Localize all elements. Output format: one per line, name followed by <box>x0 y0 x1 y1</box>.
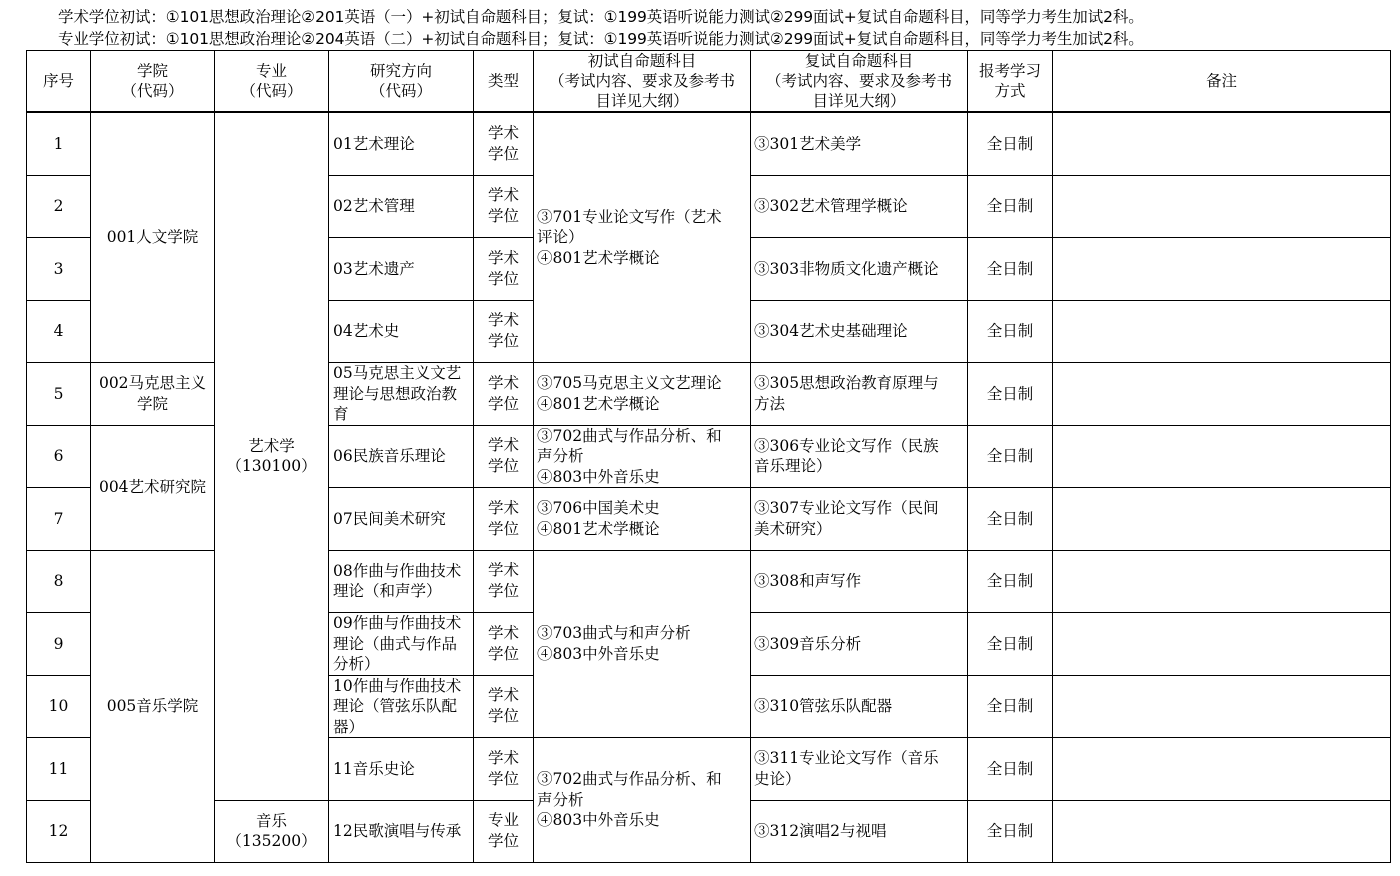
cell-mode: 全日制 <box>968 238 1053 301</box>
cell-seq: 2 <box>27 175 91 238</box>
cell-mode: 全日制 <box>968 300 1053 363</box>
cell-remark <box>1053 550 1391 613</box>
cell-remark <box>1053 363 1391 426</box>
cell-remark <box>1053 488 1391 551</box>
table-row <box>27 113 1391 176</box>
cell-seq: 3 <box>27 238 91 301</box>
cell-school: 002马克思主义 学院 <box>91 363 215 426</box>
cell-seq: 1 <box>27 113 91 176</box>
header-retest: 复试自命题科目 （考试内容、要求及参考书 目详见大纲） <box>751 51 968 112</box>
cell-mode: 全日制 <box>968 113 1053 176</box>
note-professional: 专业学位初试：①101思想政治理论②204英语（二）+初试自命题科目；复试：①199英语听说能力测试②299面试+复试自命题科目，同等学力考生加试2科。 <box>58 30 1144 48</box>
cell-type: 学术 学位 <box>474 113 534 176</box>
cell-mode: 全日制 <box>968 550 1053 613</box>
cell-school: 001人文学院 <box>91 113 215 363</box>
cell-retest-subjects: ③307专业论文写作（民间 美术研究） <box>751 488 968 551</box>
cell-remark <box>1053 675 1391 738</box>
cell-remark <box>1053 800 1391 863</box>
header-direction: 研究方向 （代码） <box>329 51 474 112</box>
cell-retest-subjects: ③309音乐分析 <box>751 613 968 676</box>
cell-mode: 全日制 <box>968 425 1053 488</box>
cell-seq: 7 <box>27 488 91 551</box>
cell-retest-subjects: ③311专业论文写作（音乐 史论） <box>751 738 968 801</box>
cell-remark <box>1053 113 1391 176</box>
enrollment-table <box>26 50 1391 863</box>
header-type: 类型 <box>474 51 534 112</box>
header-initial: 初试自命题科目 （考试内容、要求及参考书 目详见大纲） <box>534 51 751 112</box>
cell-direction: 12民歌演唱与传承 <box>329 800 474 863</box>
cell-type: 学术 学位 <box>474 238 534 301</box>
cell-type: 学术 学位 <box>474 425 534 488</box>
cell-type: 学术 学位 <box>474 675 534 738</box>
cell-type: 学术 学位 <box>474 363 534 426</box>
header-mode: 报考学习 方式 <box>968 51 1053 112</box>
cell-retest-subjects: ③305思想政治教育原理与 方法 <box>751 363 968 426</box>
cell-direction: 05马克思主义文艺 理论与思想政治教 育 <box>329 363 474 426</box>
cell-remark <box>1053 738 1391 801</box>
cell-retest-subjects: ③301艺术美学 <box>751 113 968 176</box>
cell-direction: 10作曲与作曲技术 理论（管弦乐队配 器） <box>329 675 474 738</box>
cell-type: 学术 学位 <box>474 300 534 363</box>
cell-retest-subjects: ③308和声写作 <box>751 550 968 613</box>
cell-remark <box>1053 425 1391 488</box>
cell-retest-subjects: ③310管弦乐队配器 <box>751 675 968 738</box>
header-major: 专业 （代码） <box>215 51 329 112</box>
cell-type: 学术 学位 <box>474 175 534 238</box>
note-academic: 学术学位初试：①101思想政治理论②201英语（一）+初试自命题科目；复试：①199英语听说能力测试②299面试+复试自命题科目，同等学力考生加试2科。 <box>58 8 1144 26</box>
cell-mode: 全日制 <box>968 613 1053 676</box>
cell-retest-subjects: ③303非物质文化遗产概论 <box>751 238 968 301</box>
cell-direction: 11音乐史论 <box>329 738 474 801</box>
cell-mode: 全日制 <box>968 175 1053 238</box>
cell-seq: 11 <box>27 738 91 801</box>
header-remark: 备注 <box>1053 51 1391 112</box>
cell-direction: 04艺术史 <box>329 300 474 363</box>
cell-mode: 全日制 <box>968 800 1053 863</box>
cell-direction: 01艺术理论 <box>329 113 474 176</box>
cell-direction: 08作曲与作曲技术 理论（和声学） <box>329 550 474 613</box>
cell-school: 004艺术研究院 <box>91 425 215 550</box>
cell-remark <box>1053 613 1391 676</box>
cell-retest-subjects: ③306专业论文写作（民族 音乐理论） <box>751 425 968 488</box>
cell-direction: 02艺术管理 <box>329 175 474 238</box>
cell-mode: 全日制 <box>968 363 1053 426</box>
cell-seq: 6 <box>27 425 91 488</box>
cell-mode: 全日制 <box>968 675 1053 738</box>
cell-type: 学术 学位 <box>474 738 534 801</box>
cell-initial-subjects: ③701专业论文写作（艺术 评论） ④801艺术学概论 <box>534 113 751 363</box>
cell-seq: 9 <box>27 613 91 676</box>
cell-type: 学术 学位 <box>474 613 534 676</box>
cell-initial-subjects: ③703曲式与和声分析 ④803中外音乐史 <box>534 550 751 738</box>
cell-mode: 全日制 <box>968 738 1053 801</box>
table-header-row <box>27 51 1391 112</box>
cell-retest-subjects: ③302艺术管理学概论 <box>751 175 968 238</box>
cell-seq: 8 <box>27 550 91 613</box>
cell-direction: 03艺术遗产 <box>329 238 474 301</box>
cell-seq: 12 <box>27 800 91 863</box>
cell-mode: 全日制 <box>968 488 1053 551</box>
cell-school: 005音乐学院 <box>91 550 215 863</box>
cell-type: 学术 学位 <box>474 488 534 551</box>
cell-seq: 4 <box>27 300 91 363</box>
cell-retest-subjects: ③304艺术史基础理论 <box>751 300 968 363</box>
exam-notes <box>0 0 1400 50</box>
header-school: 学院 （代码） <box>91 51 215 112</box>
cell-type: 学术 学位 <box>474 550 534 613</box>
cell-type: 专业 学位 <box>474 800 534 863</box>
cell-seq: 5 <box>27 363 91 426</box>
cell-direction: 07民间美术研究 <box>329 488 474 551</box>
cell-remark <box>1053 238 1391 301</box>
cell-initial-subjects: ③702曲式与作品分析、和 声分析 ④803中外音乐史 <box>534 738 751 863</box>
header-seq: 序号 <box>27 51 91 112</box>
cell-initial-subjects: ③702曲式与作品分析、和 声分析 ④803中外音乐史 <box>534 425 751 488</box>
cell-seq: 10 <box>27 675 91 738</box>
cell-direction: 09作曲与作曲技术 理论（曲式与作品 分析） <box>329 613 474 676</box>
cell-remark <box>1053 175 1391 238</box>
cell-major: 艺术学 （130100） <box>215 113 329 801</box>
cell-retest-subjects: ③312演唱2与视唱 <box>751 800 968 863</box>
cell-major: 音乐 （135200） <box>215 800 329 863</box>
cell-remark <box>1053 300 1391 363</box>
cell-direction: 06民族音乐理论 <box>329 425 474 488</box>
cell-initial-subjects: ③706中国美术史 ④801艺术学概论 <box>534 488 751 551</box>
cell-initial-subjects: ③705马克思主义文艺理论 ④801艺术学概论 <box>534 363 751 426</box>
